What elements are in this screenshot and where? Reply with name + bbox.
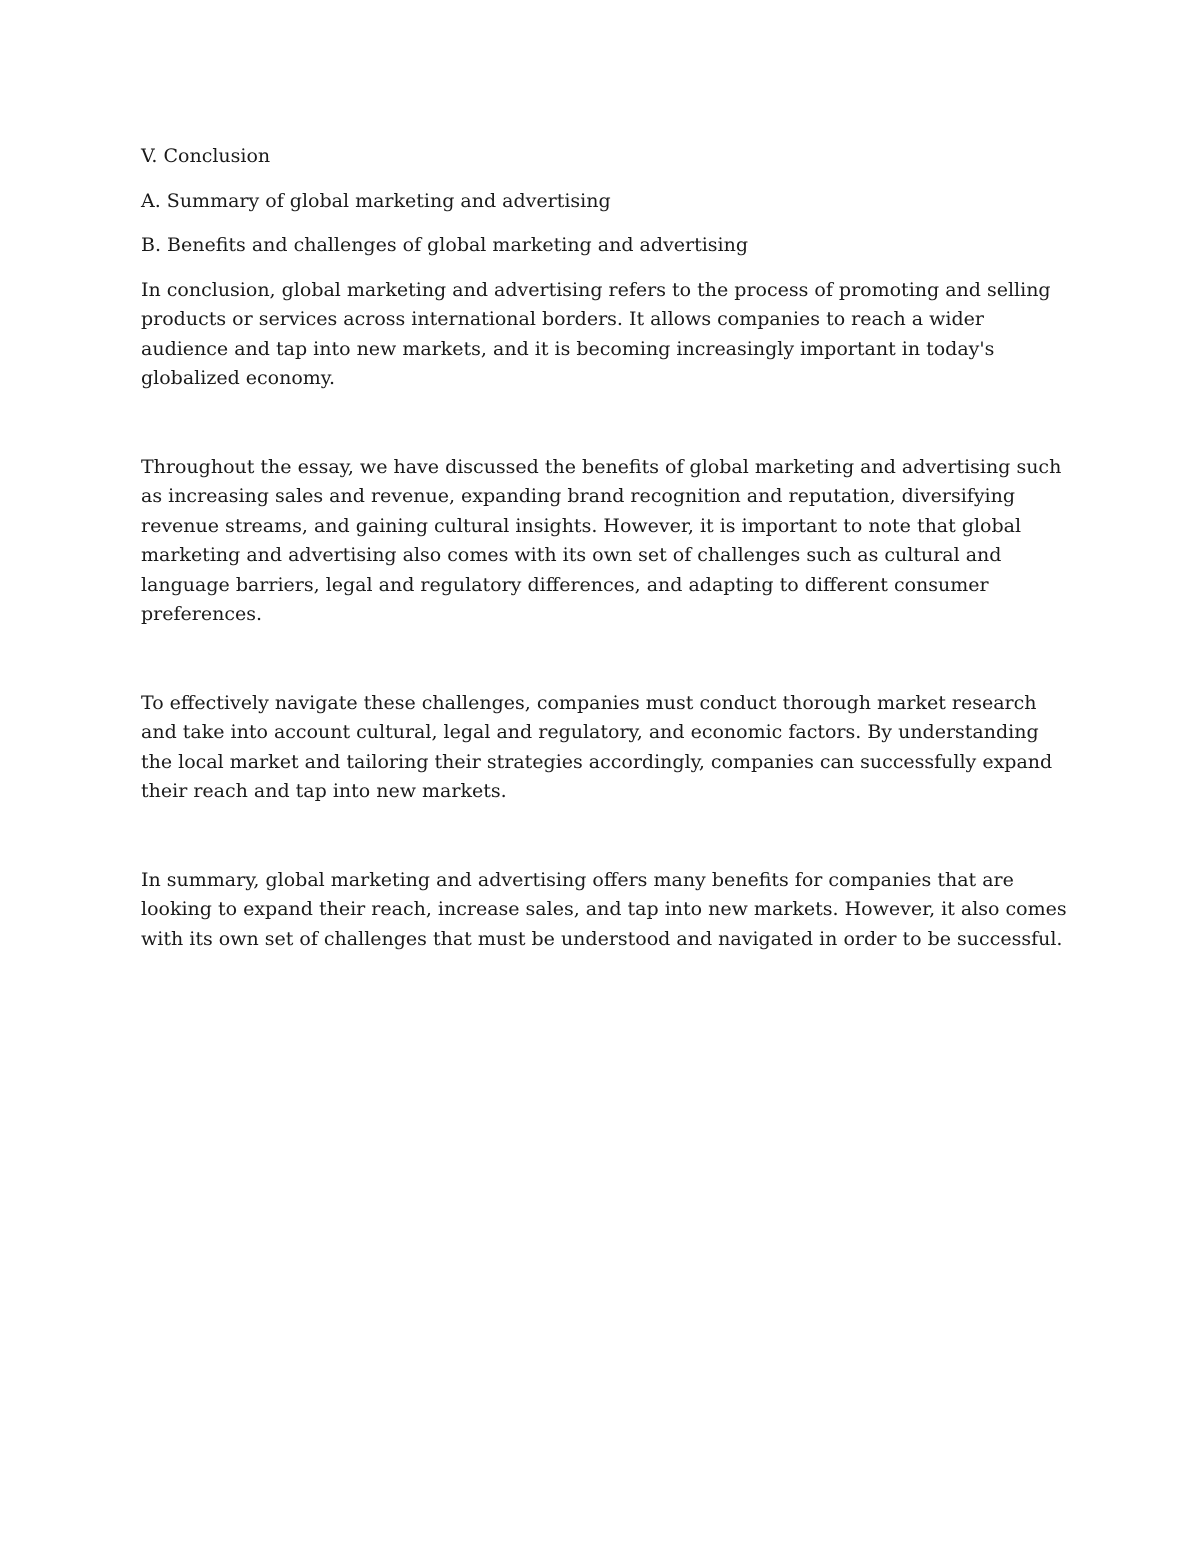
document-body bbox=[141, 142, 1071, 1013]
paragraph-conclusion: In conclusion, global marketing and advertising refers to the process of promoting and selling products or services across international borders. It allows companies to reach a wider audience and tap into new markets, and it is becoming increasingly important in today's globalized economy. bbox=[141, 278, 1051, 389]
section-heading: V. Conclusion bbox=[141, 145, 271, 167]
paragraph-summary: In summary, global marketing and advertising offers many benefits for companies that are looking to expand their reach, increase sales, and tap into new markets. However, it also comes with its own set of challenges that must be understood and navigated in order to be successful. bbox=[141, 868, 1067, 950]
subheading-b: B. Benefits and challenges of global marketing and advertising bbox=[141, 234, 749, 256]
subheading-a: A. Summary of global marketing and advertising bbox=[141, 189, 611, 212]
paragraph-benefits-challenges: Throughout the essay, we have discussed the benefits of global marketing and advertising such as increasing sales and revenue, expanding brand recognition and reputation, diversifying revenue streams, and gaining cultural insights. However, it is important to note that global marketing and advertising also comes with its own set of challenges such as cultural and language barriers, legal and regulatory differences, and adapting to different consumer preferences. bbox=[141, 455, 1062, 625]
paragraph-navigate-challenges: To effectively navigate these challenges, companies must conduct thorough market research and take into account cultural, legal and regulatory, and economic factors. By understanding the local market and tailoring their strategies accordingly, companies can successfully expand their reach and tap into new markets. bbox=[141, 691, 1053, 802]
